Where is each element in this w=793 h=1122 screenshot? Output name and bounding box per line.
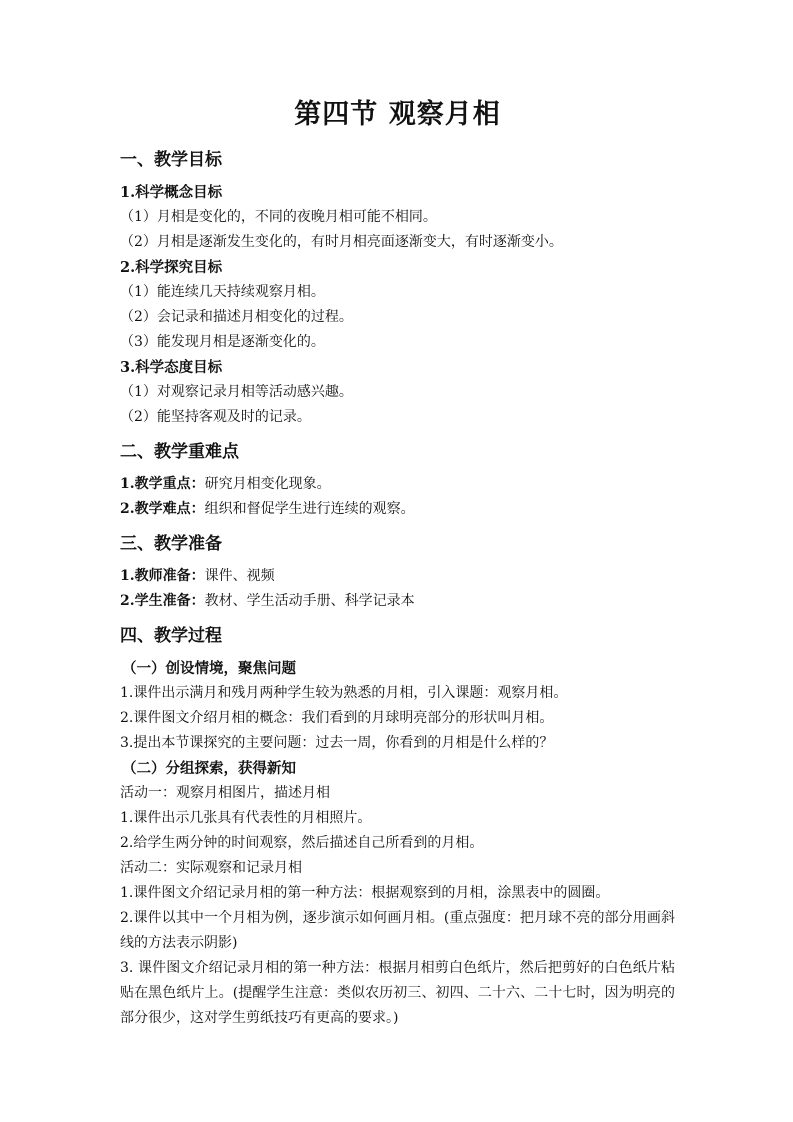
list-item: （2）会记录和描述月相变化的过程。 (120, 309, 353, 325)
list-item: 2.课件图文介绍月相的概念：我们看到的月球明亮部分的形状叫月相。 (120, 710, 554, 726)
list-item: （2）月相是逐渐发生变化的，有时月相亮面逐渐变大，有时逐渐变小。 (120, 234, 563, 250)
list-item: 2.给学生两分钟的时间观察，然后描述自己所看到的月相。 (120, 835, 484, 851)
list-item: 1.课件出示满月和残月两种学生较为熟悉的月相，引入课题：观察月相。 (120, 685, 568, 701)
subheading-inquiry-goals: 2.科学探究目标 (120, 259, 223, 276)
activity-title: 活动一：观察月相图片，描述月相 (120, 785, 330, 801)
list-item (120, 564, 675, 589)
list-item: （1）月相是变化的，不同的夜晚月相可能不相同。 (120, 209, 437, 225)
list-item: 1.课件图文介绍记录月相的第一种方法：根据观察到的月相，涂黑表中的圆圈。 (120, 885, 610, 901)
item-lead: 1.教师准备： (120, 568, 205, 584)
subheading-attitude-goals: 3.科学态度目标 (120, 359, 223, 376)
item-text: 研究月相变化现象。 (204, 476, 331, 492)
list-item (120, 497, 675, 522)
list-item (120, 472, 675, 497)
item-lead: 2.教学难点： (120, 501, 205, 517)
item-lead: 1.教学重点： (120, 476, 205, 492)
section-heading-key-points: 二、教学重难点 (120, 442, 239, 462)
list-item: （2）能坚持客观及时的记录。 (120, 409, 311, 425)
subheading-part-two: （二）分组探索，获得新知 (122, 760, 296, 777)
subheading-part-one: （一）创设情境，聚焦问题 (122, 660, 296, 677)
list-item (120, 589, 675, 614)
subheading-concept-goals: 1.科学概念目标 (120, 184, 223, 201)
list-item: 3. 课件图文介绍记录月相的第一种方法：根据月相剪白色纸片，然后把剪好的白色纸片粘贴在黑色纸片上。(提醒学生注意：类似农历初三、初四、二十六、二十七时，因为明亮的部分很少，这对学生剪纸技巧有更高的要求。) (120, 960, 675, 1026)
section-heading-process: 四、教学过程 (120, 626, 222, 646)
list-item: 2.课件以其中一个月相为例，逐步演示如何画月相。(重点强度：把月球不亮的部分用画斜线的方法表示阴影) (120, 910, 675, 951)
item-text: 课件、视频 (204, 568, 275, 584)
section-heading-preparation: 三、教学准备 (120, 534, 222, 554)
item-lead: 2.学生准备： (120, 593, 205, 609)
activity-title: 活动二：实际观察和记录月相 (120, 860, 302, 876)
list-item: 3.提出本节课探究的主要问题：过去一周，你看到的月相是什么样的？ (120, 735, 554, 751)
list-item: （1）对观察记录月相等活动感兴趣。 (120, 384, 353, 400)
item-text: 组织和督促学生进行连续的观察。 (204, 501, 415, 517)
item-text: 教材、学生活动手册、科学记录本 (204, 593, 415, 609)
list-item: （1）能连续几天持续观察月相。 (120, 284, 325, 300)
list-item: （3）能发现月相是逐渐变化的。 (120, 334, 325, 350)
section-heading-goals: 一、教学目标 (120, 150, 222, 170)
list-item: 1.课件出示几张具有代表性的月相照片。 (120, 810, 372, 826)
page-title: 第四节 观察月相 (294, 99, 501, 130)
